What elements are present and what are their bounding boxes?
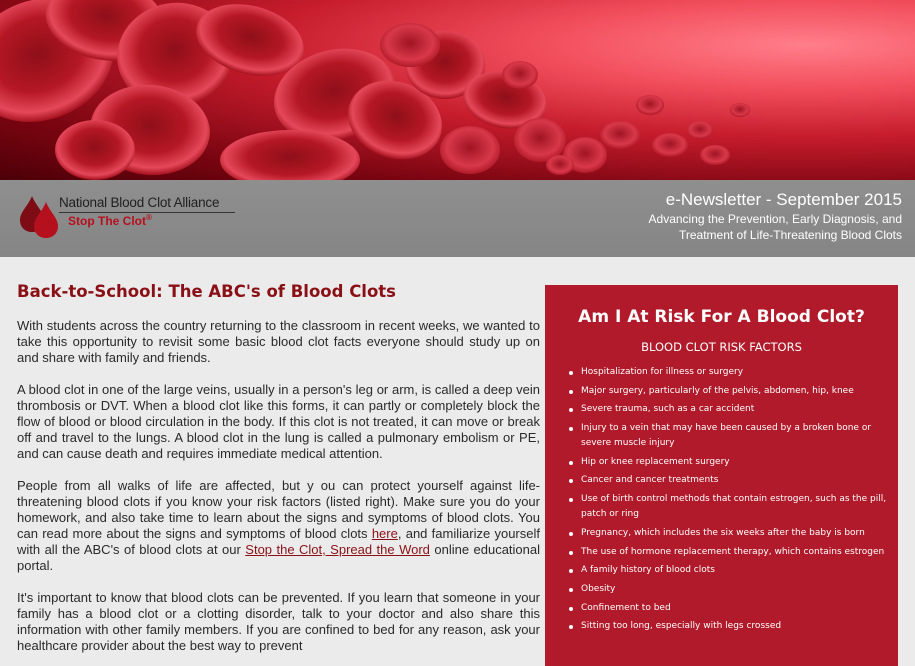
risk-factor-item: Pregnancy, which includes the six weeks after the baby is born (569, 526, 887, 541)
stop-the-clot-link[interactable]: Stop the Clot, Spread the Word (245, 542, 430, 557)
risk-factor-item: The use of hormone replacement therapy, which contains estrogen (569, 545, 887, 560)
header-band (0, 180, 915, 257)
risk-factor-item: Confinement to bed (569, 601, 887, 616)
blood-cell (380, 23, 440, 67)
blood-cell (730, 103, 750, 117)
blood-cell (440, 126, 500, 174)
here-link[interactable]: here (371, 526, 398, 541)
blood-cell (55, 120, 135, 180)
article-body (17, 318, 540, 666)
risk-factor-item: A family history of blood clots (569, 563, 887, 578)
hero-banner (0, 0, 915, 180)
blood-cell (687, 121, 713, 139)
risk-factor-item: Obesity (569, 582, 887, 597)
risk-factor-item: Injury to a vein that may have been caused by a broken bone or severe muscle injury (569, 421, 887, 451)
risk-panel-subtitle: BLOOD CLOT RISK FACTORS (641, 340, 802, 354)
risk-factor-item: Major surgery, particularly of the pelvis, abdomen, hip, knee (569, 384, 887, 399)
blood-cell (546, 155, 574, 175)
blood-cells-image (0, 0, 915, 180)
article-paragraph: With students across the country returning to the classroom in recent weeks, we wanted to take this opportunity to revisit some basic blood clot facts everyone should study up on and share with family and friends. (17, 318, 540, 365)
article-title: Back-to-School: The ABC's of Blood Clots (17, 282, 397, 301)
risk-factor-item: Hip or knee replacement surgery (569, 455, 887, 470)
risk-panel-title: Am I At Risk For A Blood Clot? (578, 307, 865, 327)
risk-factor-item: Cancer and cancer treatments (569, 473, 887, 488)
article-paragraph: People from all walks of life are affected, but y ou can protect yourself against life-threatening blood clots if you know your risk factors (listed right). Make sure you do your homework, and also take time to learn about the signs and symptoms of blood clots. You can read more about the signs and symptoms of blood clots here, and familiarize yourself with all the ABC's of blood clots at our Stop the Clot, Spread the Word online educational portal. (17, 478, 541, 573)
risk-factors-panel (545, 285, 898, 666)
blood-cell (652, 133, 688, 157)
newsletter-subtitle: Advancing the Prevention, Early Diagnosis, and Treatment of Life-Threatening Blood Clots (648, 212, 902, 242)
org-tagline: Stop The Clot® (68, 213, 152, 228)
risk-factor-item: Use of birth control methods that contain estrogen, such as the pill, patch or ring (569, 492, 887, 522)
newsletter-title: e-Newsletter - September 2015 (665, 190, 902, 209)
article-paragraph: It's important to know that blood clots can be prevented. If you learn that someone in your family has a blood clot or a clotting disorder, talk to your doctor and also share this information with other family members. If you are confined to bed for any reason, ask your healthcare provider about the best way to prevent (17, 590, 540, 653)
org-name: National Blood Clot Alliance (59, 195, 220, 210)
risk-factor-list (569, 365, 887, 638)
risk-factor-item: Hospitalization for illness or surgery (569, 365, 887, 380)
risk-factor-item: Sitting too long, especially with legs crossed (569, 619, 887, 634)
blood-cell (636, 95, 664, 115)
blood-cell (600, 121, 640, 149)
risk-factor-item: Severe trauma, such as a car accident (569, 402, 887, 417)
blood-cell (700, 145, 730, 165)
article-paragraph: A blood clot in one of the large veins, usually in a person's leg or arm, is called a deep vein thrombosis or DVT. When a blood clot like this forms, it can partly or completely block the flow of blood or blood circulation in the body. If this clot is not treated, it can move or break off and travel to the lungs. A blood clot in the lung is called a pulmonary embolism or PE, and can cause death and requires immediate medical attention. (17, 382, 540, 461)
blood-cell (502, 61, 538, 89)
